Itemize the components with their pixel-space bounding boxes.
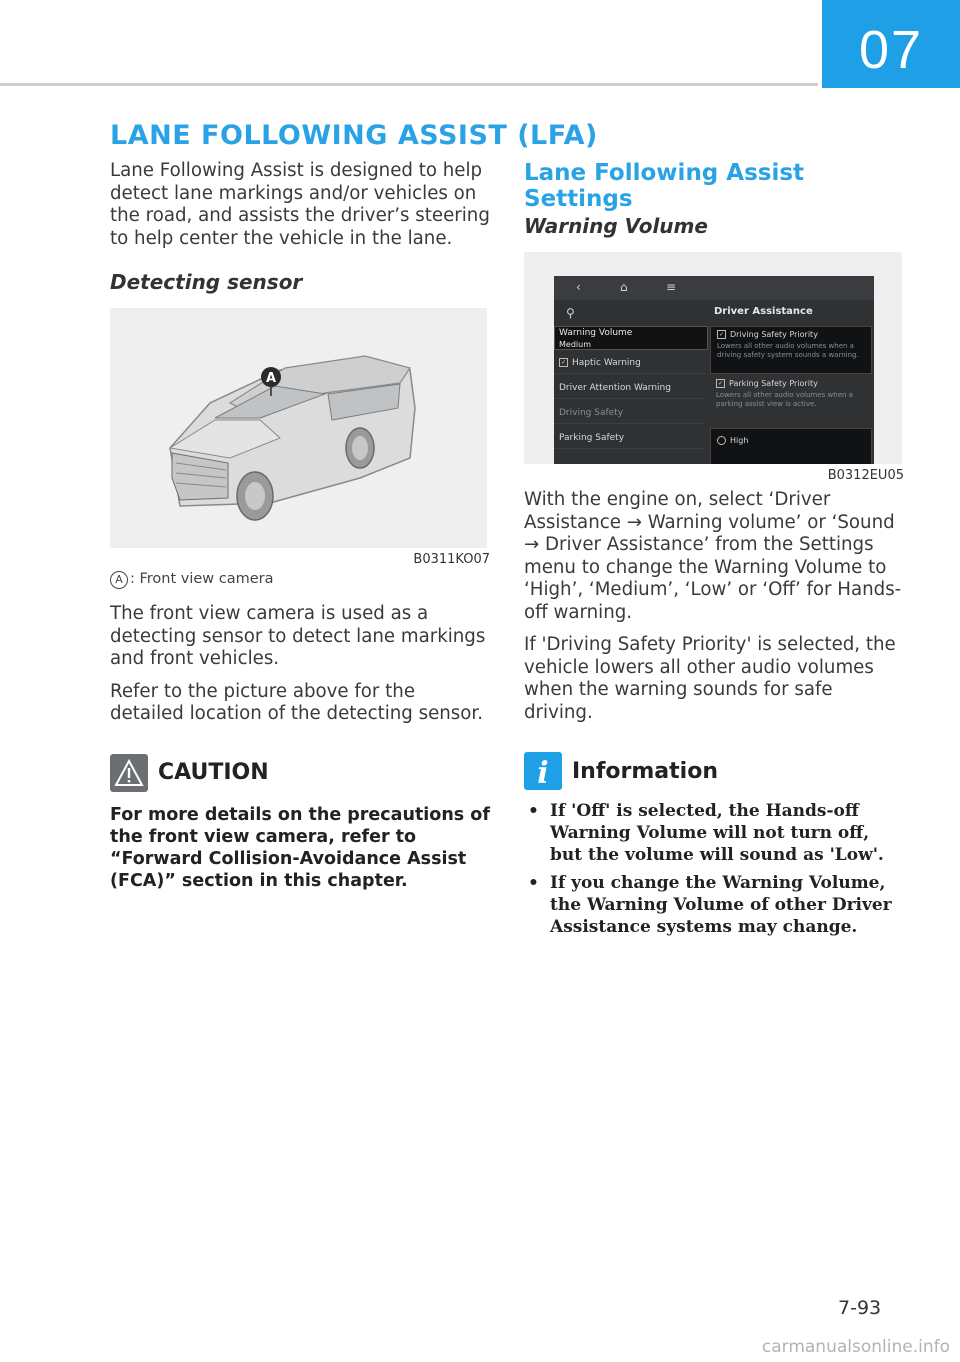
figure-caption: [110, 571, 490, 589]
driving-safety-priority-option: ✓ Driving Safety Priority Lowers all other audio volumes when a driving safety system sounds a warning.: [710, 326, 872, 374]
home-icon: ⌂: [620, 280, 628, 294]
figure-code: B0311KO07: [413, 552, 490, 567]
list-item: • If you change the Warning Volume, the Warning Volume of other Driver Assistance systems may change.: [524, 872, 904, 938]
volume-level-list: High: [710, 428, 872, 464]
screen-topbar: [554, 276, 874, 300]
checkbox-icon: ✓: [718, 331, 725, 338]
radio-icon: [717, 436, 726, 445]
watermark: carmanualsonline.info: [761, 1337, 950, 1357]
parking-safety-priority-option: ✓ Parking Safety Priority Lowers all other audio volumes when a parking assist view is active.: [710, 376, 872, 426]
menu-icon: ≡: [666, 280, 677, 294]
warning-volume-heading: Warning Volume: [524, 214, 708, 238]
settings-figure: [524, 252, 902, 464]
caution-title: CAUTION: [158, 760, 269, 785]
figure-code: B0312EU05: [827, 468, 904, 483]
list-item: • If 'Off' is selected, the Hands-off Warning Volume will not turn off, but the volume will sound as 'Low'.: [524, 800, 904, 866]
warning-volume-popup: [554, 326, 708, 350]
priority-paragraph: If 'Driving Safety Priority' is selected, the vehicle lowers all other audio volumes when the warning sounds for safe driving.: [524, 634, 896, 723]
menu-item-parking-safety: Parking Safety: [554, 427, 706, 449]
checkbox-icon: ✓: [717, 380, 724, 387]
caption-text: : Front view camera: [130, 571, 274, 587]
right-column: [524, 160, 904, 944]
page-number: 7-93: [838, 1297, 882, 1319]
suv-illustration: [110, 308, 487, 548]
popup-value: Medium: [559, 340, 591, 349]
vehicle-figure: [110, 308, 487, 548]
caution-text: For more details on the precautions of the front view camera, refer to “Forward Collision-Avoidance Assist (FCA)” section in this chapter.: [110, 804, 490, 891]
info-icon: [524, 752, 562, 790]
header-rule: [0, 83, 818, 86]
svg-text:i: i: [537, 756, 549, 790]
screen-header: Driver Assistance: [714, 306, 813, 317]
location-paragraph: Refer to the picture above for the detailed location of the detecting sensor.: [110, 680, 483, 724]
popup-title: Warning Volume: [559, 328, 633, 338]
menu-item-attention: Driver Attention Warning: [554, 377, 706, 399]
sensor-paragraph: The front view camera is used as a detecting sensor to detect lane markings and front vehicles.: [110, 603, 486, 669]
section-title: LANE FOLLOWING ASSIST (LFA): [110, 120, 598, 151]
menu-item-haptic: ✓ Haptic Warning: [554, 352, 706, 374]
information-list: [524, 800, 904, 938]
back-icon: ‹: [576, 280, 581, 294]
menu-item-driving-safety: Driving Safety: [554, 402, 706, 424]
left-column: [110, 160, 490, 892]
search-icon: ⚲: [566, 306, 575, 320]
intro-paragraph: Lane Following Assist is designed to help detect lane markings and/or vehicles on the road, and assists the driver’s steering to help center the vehicle in the lane.: [110, 160, 490, 249]
chapter-tab: 07: [822, 0, 960, 88]
caution-icon: [110, 754, 148, 792]
information-header: [524, 752, 904, 790]
settings-paragraph: With the engine on, select ‘Driver Assistance → Warning volume’ or ‘Sound → Driver Assistance’ from the Settings menu to change the Warning Volume to ‘High’, ‘Medium’, ‘Low’ or ‘Off’ for Hands-off warning.: [524, 489, 902, 623]
information-title: Information: [572, 758, 718, 784]
settings-screen: [554, 276, 874, 464]
detecting-sensor-heading: Detecting sensor: [110, 270, 303, 294]
caution-header: [110, 754, 490, 792]
settings-heading: Lane Following Assist Settings: [524, 160, 805, 212]
camera-marker-label: A: [265, 371, 277, 386]
caption-marker: A: [110, 571, 128, 589]
checkbox-icon: ✓: [560, 359, 567, 366]
